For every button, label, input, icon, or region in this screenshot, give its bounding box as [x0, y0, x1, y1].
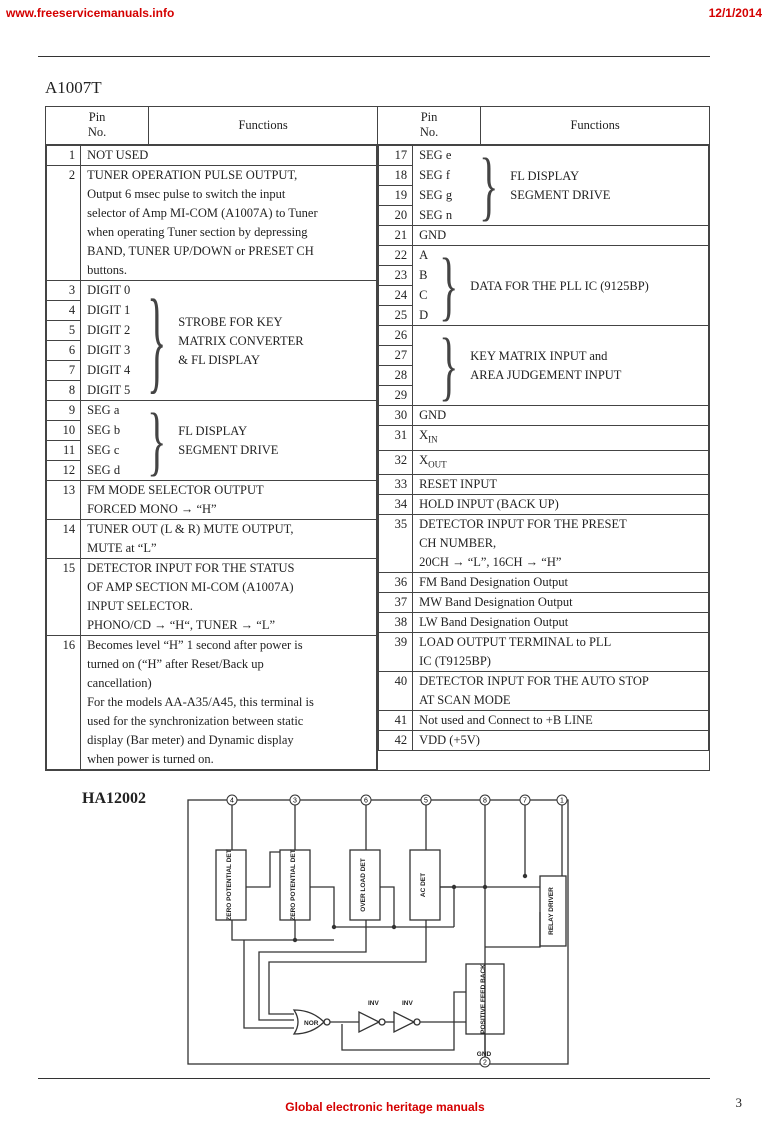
- pin-number: 9: [47, 401, 81, 421]
- pin-number: 28: [378, 366, 412, 386]
- pin-function: FM Band Designation Output: [413, 573, 709, 593]
- pin-marker-label: 6: [364, 797, 368, 805]
- pin-function: DIGIT 5: [81, 381, 377, 401]
- pin-function: $X_{OUT}$: [413, 450, 709, 475]
- pin-row: [378, 226, 708, 246]
- pin-number: 10: [47, 421, 81, 441]
- block-label: POSITIVE FEED BACK: [480, 964, 487, 1034]
- pin-number: 32: [378, 450, 412, 475]
- bottom-rule: [38, 1078, 710, 1079]
- pin-row: [47, 401, 377, 421]
- pin-function: Becomes level “H” 1 second after power is turned on (“H” after Reset/Back up cancellation) For the models AA-A35/A45, this terminal is used for the synchronization between static display (Bar meter) and Dynamic display when power is turned on.: [81, 636, 377, 770]
- ha12002-block-diagram: [184, 792, 572, 1070]
- gnd-pin-label: 2: [483, 1059, 487, 1067]
- pin-function: DIGIT 4: [81, 361, 377, 381]
- pin-marker-label: 5: [424, 797, 428, 805]
- pin-number: 27: [378, 346, 412, 366]
- source-url[interactable]: www.freeservicemanuals.info: [6, 6, 175, 20]
- footer-link[interactable]: Global electronic heritage manuals: [285, 1100, 485, 1114]
- pin-number: 33: [378, 475, 412, 495]
- curly-brace-icon: }: [439, 321, 459, 409]
- pin-row: [378, 495, 708, 515]
- pin-marker-label: 4: [230, 797, 234, 805]
- pin-number: 17: [378, 146, 412, 166]
- pin-row: [378, 731, 708, 751]
- pin-function: HOLD INPUT (BACK UP): [413, 495, 709, 515]
- functions-header: Functions: [481, 107, 710, 145]
- pin-marker-label: 1: [560, 797, 564, 805]
- block-label: AC DET: [420, 872, 427, 898]
- pin-number: 24: [378, 286, 412, 306]
- pin-function: SEG a } FL DISPLAY SEGMENT DRIVE: [81, 401, 377, 421]
- pin-number: 16: [47, 636, 81, 770]
- curly-brace-icon: }: [147, 396, 167, 484]
- pin-row: [47, 166, 377, 281]
- pin-function: VDD (+5V): [413, 731, 709, 751]
- pin-row: [378, 246, 708, 266]
- inv-gate-2: [394, 1012, 414, 1032]
- pin-function: DETECTOR INPUT FOR THE STATUS OF AMP SECTION MI-COM (A1007A) INPUT SELECTOR. PHONO/CD → “H“, TUNER → “L”: [81, 559, 377, 636]
- pin-row: [378, 613, 708, 633]
- pin-function: MW Band Designation Output: [413, 593, 709, 613]
- group-label: } FL DISPLAY SEGMENT DRIVE: [147, 396, 279, 484]
- pin-row: [378, 633, 708, 672]
- pin-number: 18: [378, 166, 412, 186]
- pin-number: 41: [378, 711, 412, 731]
- pin-number: 23: [378, 266, 412, 286]
- pin-function: B: [413, 266, 709, 286]
- pin-row: [47, 559, 377, 636]
- group-label: } FL DISPLAY SEGMENT DRIVE: [479, 141, 611, 229]
- pin-function-table: [45, 106, 710, 771]
- pin-function: SEG e } FL DISPLAY SEGMENT DRIVE: [413, 146, 709, 166]
- pin-number: 26: [378, 326, 412, 346]
- curly-brace-icon: }: [439, 241, 459, 329]
- pin-function: NOT USED: [81, 146, 377, 166]
- pin-row: [47, 281, 377, 301]
- pin-row: [378, 515, 708, 573]
- pin-row: [378, 573, 708, 593]
- pin-number: 25: [378, 306, 412, 326]
- pin-function: DIGIT 0 } STROBE FOR KEY MATRIX CONVERTER & FL DISPLAY: [81, 281, 377, 301]
- pin-function: DIGIT 2: [81, 321, 377, 341]
- top-rule: [38, 56, 710, 57]
- pin-number: 36: [378, 573, 412, 593]
- pin-row: [378, 711, 708, 731]
- group-label: } KEY MATRIX INPUT and AREA JUDGEMENT INPUT: [439, 321, 622, 409]
- pin-number: 4: [47, 301, 81, 321]
- header-date: 12/1/2014: [708, 6, 762, 20]
- pin-row: [378, 593, 708, 613]
- pin-function: TUNER OUT (L & R) MUTE OUTPUT, MUTE at “L”: [81, 520, 377, 559]
- pin-number: 14: [47, 520, 81, 559]
- inv-gate-1: [359, 1012, 379, 1032]
- pin-function: SEG g: [413, 186, 709, 206]
- page-number: 3: [735, 1095, 742, 1110]
- pin-marker-label: 8: [483, 797, 487, 805]
- pin-function: DIGIT 1: [81, 301, 377, 321]
- pin-row: [378, 672, 708, 711]
- pin-number: 40: [378, 672, 412, 711]
- right-column: [377, 141, 709, 771]
- block-label: OVER LOAD DET: [360, 858, 367, 912]
- pin-row: [378, 326, 708, 346]
- pin-function: D: [413, 306, 709, 326]
- block-label: RELAY DRIVER: [548, 887, 555, 935]
- pin-function: [413, 321, 709, 409]
- pin-function: SEG c: [81, 441, 377, 461]
- pin-header: Pin No.: [46, 107, 149, 145]
- circuit-outline: [188, 797, 568, 1064]
- curly-brace-icon: }: [479, 141, 499, 229]
- pin-function: DIGIT 3: [81, 341, 377, 361]
- pin-number: 5: [47, 321, 81, 341]
- pin-row: [378, 475, 708, 495]
- pin-number: 30: [378, 406, 412, 426]
- gnd-label: GND: [476, 1051, 492, 1058]
- pin-function: GND: [413, 406, 709, 426]
- pin-number: 42: [378, 731, 412, 751]
- block-label: ZERO POTENTIAL DET: [290, 849, 297, 921]
- table-header-row: [46, 107, 710, 145]
- pin-number: 39: [378, 633, 412, 672]
- pin-number: 15: [47, 559, 81, 636]
- pin-number: 34: [378, 495, 412, 515]
- pin-header: Pin No.: [377, 107, 480, 145]
- pin-function: RESET INPUT: [413, 475, 709, 495]
- pin-function: FM MODE SELECTOR OUTPUT FORCED MONO → “H”: [81, 481, 377, 520]
- block-label: ZERO POTENTIAL DET: [226, 849, 233, 921]
- pin-row: [378, 146, 708, 166]
- pin-marker-label: 3: [293, 797, 297, 805]
- pin-number: 12: [47, 461, 81, 481]
- pin-function: A } DATA FOR THE PLL IC (9125BP): [413, 246, 709, 266]
- pin-number: 3: [47, 281, 81, 301]
- group-label: } STROBE FOR KEY MATRIX CONVERTER & FL DISPLAY: [147, 274, 304, 405]
- nor-label: NOR: [304, 1020, 319, 1027]
- group-label: } DATA FOR THE PLL IC (9125BP): [439, 241, 649, 329]
- pin-row: [47, 520, 377, 559]
- pin-number: 1: [47, 146, 81, 166]
- pin-row: [378, 450, 708, 475]
- pin-function: DETECTOR INPUT FOR THE AUTO STOP AT SCAN MODE: [413, 672, 709, 711]
- inv-label-2: INV: [402, 1000, 413, 1007]
- pin-number: 37: [378, 593, 412, 613]
- pin-number: 19: [378, 186, 412, 206]
- pin-number: 8: [47, 381, 81, 401]
- curly-brace-icon: }: [147, 274, 167, 405]
- pin-function: C: [413, 286, 709, 306]
- pin-row: [47, 146, 377, 166]
- pin-function: Not used and Connect to +B LINE: [413, 711, 709, 731]
- pin-function: DETECTOR INPUT FOR THE PRESET CH NUMBER, 20CH → “L”, 16CH → “H”: [413, 515, 709, 573]
- pin-number: 35: [378, 515, 412, 573]
- circuit-title: HA12002: [82, 790, 146, 807]
- pin-function: $X_{IN}$: [413, 426, 709, 451]
- pin-row: [378, 406, 708, 426]
- pin-number: 31: [378, 426, 412, 451]
- functions-header: Functions: [149, 107, 378, 145]
- pin-number: 29: [378, 386, 412, 406]
- pin-number: 21: [378, 226, 412, 246]
- pin-number: 13: [47, 481, 81, 520]
- pin-row: [47, 481, 377, 520]
- pin-function: SEG n: [413, 206, 709, 226]
- pin-number: 6: [47, 341, 81, 361]
- pin-number: 38: [378, 613, 412, 633]
- pin-function: TUNER OPERATION PULSE OUTPUT, Output 6 msec pulse to switch the input selector of Amp MI-COM (A1007A) to Tuner when operating Tuner section by depressing BAND, TUNER UP/DOWN or PRESET CH buttons.: [81, 166, 377, 281]
- left-column: [46, 145, 378, 771]
- pin-function: LW Band Designation Output: [413, 613, 709, 633]
- pin-number: 11: [47, 441, 81, 461]
- pin-number: 2: [47, 166, 81, 281]
- pin-number: 22: [378, 246, 412, 266]
- pin-function: LOAD OUTPUT TERMINAL to PLL IC (T9125BP): [413, 633, 709, 672]
- pin-marker-label: 7: [523, 797, 527, 805]
- pin-number: 20: [378, 206, 412, 226]
- pin-row: [378, 426, 708, 451]
- table-body-row: [46, 145, 710, 771]
- pin-function: SEG d: [81, 461, 377, 481]
- pin-function: SEG f: [413, 166, 709, 186]
- pin-row: [47, 636, 377, 770]
- pin-number: 7: [47, 361, 81, 381]
- model-title: A1007T: [45, 78, 102, 97]
- pin-function: GND: [413, 226, 709, 246]
- pin-function: SEG b: [81, 421, 377, 441]
- inv-label-1: INV: [368, 1000, 379, 1007]
